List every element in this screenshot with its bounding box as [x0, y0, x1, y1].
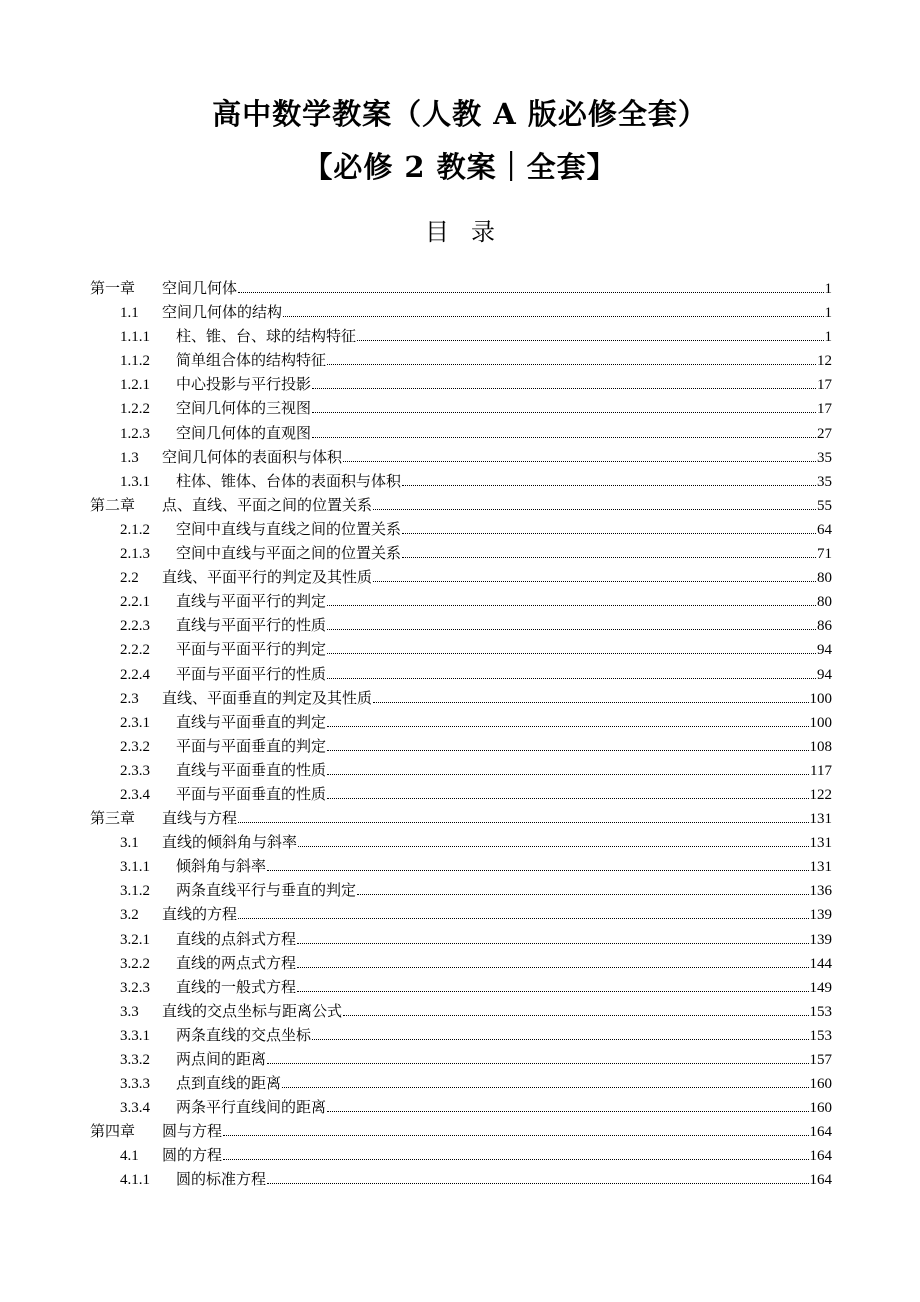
toc-entry-title: 圆的方程	[162, 1148, 223, 1165]
toc-dot-leader	[297, 943, 808, 944]
toc-entry-page-number: 94	[817, 666, 832, 683]
toc-entry-title: 两条直线平行与垂直的判定	[176, 883, 357, 900]
toc-entry[interactable]	[90, 1024, 832, 1048]
toc-entry-number: 3.3.1	[120, 1027, 150, 1044]
toc-entry[interactable]	[90, 735, 832, 759]
toc-entry-number: 1.1.2	[120, 353, 150, 370]
toc-entry-title: 点到直线的距离	[176, 1076, 282, 1093]
toc-dot-leader	[297, 967, 808, 968]
toc-dot-leader	[312, 437, 816, 438]
toc-entry-title: 直线的交点坐标与距离公式	[162, 1003, 343, 1020]
table-of-contents	[90, 277, 832, 1193]
toc-entry-title: 直线的一般式方程	[176, 979, 297, 996]
toc-entry-title: 直线、平面平行的判定及其性质	[162, 570, 373, 587]
toc-entry-number: 3.3	[120, 1003, 139, 1020]
toc-entry-title: 平面与平面平行的性质	[176, 666, 327, 683]
toc-dot-leader	[238, 918, 808, 919]
toc-entry-page-number: 55	[817, 497, 832, 514]
toc-dot-leader	[223, 1159, 808, 1160]
toc-entry-number: 2.1.2	[120, 521, 150, 538]
toc-dot-leader	[297, 991, 808, 992]
toc-entry[interactable]	[90, 687, 832, 711]
toc-entry-number: 1.2.2	[120, 401, 150, 418]
toc-entry[interactable]	[90, 1072, 832, 1096]
toc-entry-page-number: 139	[809, 931, 832, 948]
toc-entry-title: 倾斜角与斜率	[176, 859, 267, 876]
toc-entry-page-number: 139	[809, 907, 832, 924]
toc-entry[interactable]	[90, 590, 832, 614]
toc-dot-leader	[343, 1015, 808, 1016]
toc-entry[interactable]	[90, 301, 832, 325]
toc-entry-page-number: 153	[809, 1027, 832, 1044]
document-title: 高中数学教案（人教 A 版必修全套）	[212, 97, 708, 131]
toc-entry-page-number: 108	[809, 738, 832, 755]
toc-entry-page-number: 80	[817, 594, 832, 611]
toc-entry-title: 两条直线的交点坐标	[176, 1027, 312, 1044]
toc-entry-number: 3.1.2	[120, 883, 150, 900]
toc-entry[interactable]	[90, 759, 832, 783]
toc-dot-leader	[282, 1087, 808, 1088]
toc-entry-title: 柱体、锥体、台体的表面积与体积	[176, 473, 402, 490]
toc-entry-number: 2.3.1	[120, 714, 150, 731]
toc-entry[interactable]	[90, 976, 832, 1000]
toc-entry-page-number: 17	[817, 401, 832, 418]
toc-entry-title: 空间几何体的表面积与体积	[162, 449, 343, 466]
toc-dot-leader	[327, 750, 808, 751]
toc-entry[interactable]	[90, 783, 832, 807]
toc-dot-leader	[327, 678, 816, 679]
toc-entry-title: 直线与平面垂直的性质	[176, 762, 327, 779]
toc-entry-number: 2.2	[120, 570, 139, 587]
toc-entry[interactable]	[90, 542, 832, 566]
toc-entry-title: 直线与方程	[162, 811, 238, 828]
toc-entry-number: 1.2.3	[120, 425, 150, 442]
toc-entry-number: 3.2.3	[120, 979, 150, 996]
toc-entry-page-number: 17	[817, 377, 832, 394]
toc-entry-number: 3.2	[120, 907, 139, 924]
toc-entry-number: 3.2.2	[120, 955, 150, 972]
toc-entry-page-number: 131	[809, 811, 832, 828]
toc-entry-number: 第二章	[90, 497, 136, 514]
toc-dot-leader	[327, 629, 816, 630]
toc-entry-number: 1.1	[120, 305, 139, 322]
toc-entry-title: 直线、平面垂直的判定及其性质	[162, 690, 373, 707]
toc-entry-page-number: 131	[809, 835, 832, 852]
toc-entry-page-number: 86	[817, 618, 832, 635]
toc-entry-number: 2.2.4	[120, 666, 150, 683]
toc-entry-number: 2.3.4	[120, 786, 150, 803]
toc-dot-leader	[402, 485, 816, 486]
toc-entry-page-number: 136	[809, 883, 832, 900]
toc-entry-number: 3.2.1	[120, 931, 150, 948]
toc-entry[interactable]	[90, 928, 832, 952]
toc-entry-page-number: 80	[817, 570, 832, 587]
toc-entry-title: 柱、锥、台、球的结构特征	[176, 329, 357, 346]
toc-entry-title: 平面与平面垂直的性质	[176, 786, 327, 803]
toc-entry[interactable]	[90, 903, 832, 927]
toc-entry-number: 2.3.2	[120, 738, 150, 755]
toc-entry-title: 直线的两点式方程	[176, 955, 297, 972]
toc-dot-leader	[327, 726, 808, 727]
toc-entry-number: 3.3.2	[120, 1052, 150, 1068]
toc-entry[interactable]	[90, 518, 832, 542]
toc-entry-title: 点、直线、平面之间的位置关系	[162, 497, 373, 514]
toc-entry-page-number: 27	[817, 425, 832, 442]
toc-dot-leader	[343, 461, 816, 462]
toc-dot-leader	[267, 1183, 808, 1184]
toc-dot-leader	[357, 340, 823, 341]
toc-entry-page-number: 160	[809, 1100, 832, 1117]
toc-entry-number: 2.3.3	[120, 762, 150, 779]
toc-entry-number: 2.2.2	[120, 642, 150, 659]
toc-entry-number: 3.1	[120, 835, 139, 852]
toc-dot-leader	[223, 1135, 808, 1136]
toc-entry-title: 空间几何体的三视图	[176, 401, 312, 418]
toc-entry-number: 3.1.1	[120, 859, 150, 876]
toc-entry[interactable]	[90, 663, 832, 687]
toc-dot-leader	[327, 605, 816, 606]
toc-entry-title: 两条平行直线间的距离	[176, 1100, 327, 1117]
toc-dot-leader	[267, 1063, 808, 1064]
toc-dot-leader	[298, 846, 808, 847]
toc-dot-leader	[402, 533, 816, 534]
toc-entry[interactable]	[90, 422, 832, 446]
toc-entry-page-number: 1	[824, 305, 832, 322]
toc-dot-leader	[327, 364, 816, 365]
toc-entry-page-number: 100	[809, 690, 832, 707]
toc-entry-number: 3.3.3	[120, 1076, 150, 1093]
toc-entry-title: 空间几何体	[162, 281, 238, 297]
toc-entry-page-number: 164	[809, 1148, 832, 1165]
toc-entry[interactable]	[90, 879, 832, 903]
toc-entry-number: 1.2.1	[120, 377, 150, 394]
toc-entry-page-number: 164	[809, 1172, 832, 1189]
toc-entry-title: 直线与平面平行的判定	[176, 594, 327, 611]
toc-entry-number: 第三章	[90, 811, 136, 828]
toc-entry-page-number: 94	[817, 642, 832, 659]
toc-entry-page-number: 131	[809, 859, 832, 876]
toc-entry-title: 空间中直线与平面之间的位置关系	[176, 546, 402, 563]
toc-entry-page-number: 144	[809, 955, 832, 972]
toc-entry-page-number: 100	[809, 714, 832, 731]
toc-entry-page-number: 117	[810, 762, 832, 779]
toc-entry-title: 中心投影与平行投影	[176, 377, 312, 394]
toc-entry[interactable]	[90, 1048, 832, 1072]
toc-dot-leader	[312, 388, 816, 389]
toc-entry[interactable]	[90, 349, 832, 373]
toc-entry-title: 平面与平面平行的判定	[176, 642, 327, 659]
toc-dot-leader	[312, 412, 816, 413]
toc-entry-page-number: 1	[824, 329, 832, 346]
toc-entry-page-number: 122	[809, 786, 832, 803]
toc-entry-number: 1.1.1	[120, 329, 150, 346]
toc-entry[interactable]	[90, 470, 832, 494]
toc-entry-page-number: 157	[809, 1052, 832, 1068]
toc-entry-number: 第一章	[90, 281, 136, 297]
toc-entry[interactable]	[90, 446, 832, 470]
toc-entry[interactable]	[90, 325, 832, 349]
toc-entry-number: 第四章	[90, 1124, 136, 1141]
toc-entry[interactable]	[90, 373, 832, 397]
toc-entry-page-number: 35	[817, 449, 832, 466]
toc-entry-number: 2.2.1	[120, 594, 150, 611]
toc-entry[interactable]	[90, 1144, 832, 1168]
toc-entry-page-number: 64	[817, 521, 832, 538]
toc-entry-number: 1.3	[120, 449, 139, 466]
toc-entry[interactable]	[90, 277, 832, 301]
toc-entry[interactable]	[90, 638, 832, 662]
toc-entry[interactable]	[90, 1000, 832, 1024]
toc-entry[interactable]	[90, 1096, 832, 1120]
toc-entry-number: 3.3.4	[120, 1100, 150, 1117]
toc-entry-title: 简单组合体的结构特征	[176, 353, 327, 370]
toc-dot-leader	[373, 509, 816, 510]
toc-dot-leader	[327, 653, 816, 654]
toc-dot-leader	[238, 822, 808, 823]
toc-dot-leader	[373, 581, 816, 582]
toc-entry-page-number: 12	[817, 353, 832, 370]
toc-entry-title: 空间几何体的结构	[162, 305, 283, 322]
toc-dot-leader	[373, 702, 808, 703]
toc-entry-title: 圆与方程	[162, 1124, 223, 1141]
toc-entry-page-number: 1	[824, 281, 832, 297]
toc-entry[interactable]	[90, 397, 832, 421]
toc-entry-title: 空间中直线与直线之间的位置关系	[176, 521, 402, 538]
toc-entry-number: 4.1	[120, 1148, 139, 1165]
toc-entry-number: 1.3.1	[120, 473, 150, 490]
toc-heading: 目录	[425, 218, 517, 246]
toc-dot-leader	[312, 1039, 808, 1040]
toc-entry[interactable]	[90, 711, 832, 735]
toc-entry-title: 直线的点斜式方程	[176, 931, 297, 948]
toc-entry[interactable]	[90, 1120, 832, 1144]
toc-dot-leader	[327, 774, 809, 775]
toc-entry[interactable]	[90, 614, 832, 638]
toc-entry[interactable]	[90, 494, 832, 518]
toc-entry-page-number: 164	[809, 1124, 832, 1141]
toc-entry[interactable]	[90, 807, 832, 831]
toc-entry-number: 2.1.3	[120, 546, 150, 563]
toc-entry-page-number: 35	[817, 473, 832, 490]
toc-dot-leader	[402, 557, 816, 558]
toc-entry-title: 圆的标准方程	[176, 1172, 267, 1189]
toc-entry-page-number: 149	[809, 979, 832, 996]
toc-entry-page-number: 153	[809, 1003, 832, 1020]
toc-entry-page-number: 160	[809, 1076, 832, 1093]
toc-dot-leader	[238, 292, 823, 293]
toc-dot-leader	[327, 798, 808, 799]
toc-entry-title: 直线与平面平行的性质	[176, 618, 327, 635]
toc-entry-title: 直线的方程	[162, 907, 238, 924]
toc-entry[interactable]	[90, 1168, 832, 1192]
toc-entry[interactable]	[90, 566, 832, 590]
toc-entry-title: 平面与平面垂直的判定	[176, 738, 327, 755]
toc-entry[interactable]	[90, 952, 832, 976]
document-subtitle: 【必修 2 教案｜全套】	[303, 150, 617, 184]
toc-entry-title: 空间几何体的直观图	[176, 425, 312, 442]
toc-entry-title: 直线的倾斜角与斜率	[162, 835, 298, 852]
toc-entry[interactable]	[90, 831, 832, 855]
toc-entry-title: 两点间的距离	[176, 1052, 267, 1068]
toc-dot-leader	[327, 1111, 808, 1112]
toc-dot-leader	[283, 316, 823, 317]
toc-entry-title: 直线与平面垂直的判定	[176, 714, 327, 731]
toc-entry-page-number: 71	[817, 546, 832, 563]
toc-entry-number: 2.3	[120, 690, 139, 707]
toc-entry-number: 2.2.3	[120, 618, 150, 635]
toc-dot-leader	[267, 870, 808, 871]
toc-dot-leader	[357, 894, 808, 895]
toc-entry[interactable]	[90, 855, 832, 879]
toc-entry-number: 4.1.1	[120, 1172, 150, 1189]
